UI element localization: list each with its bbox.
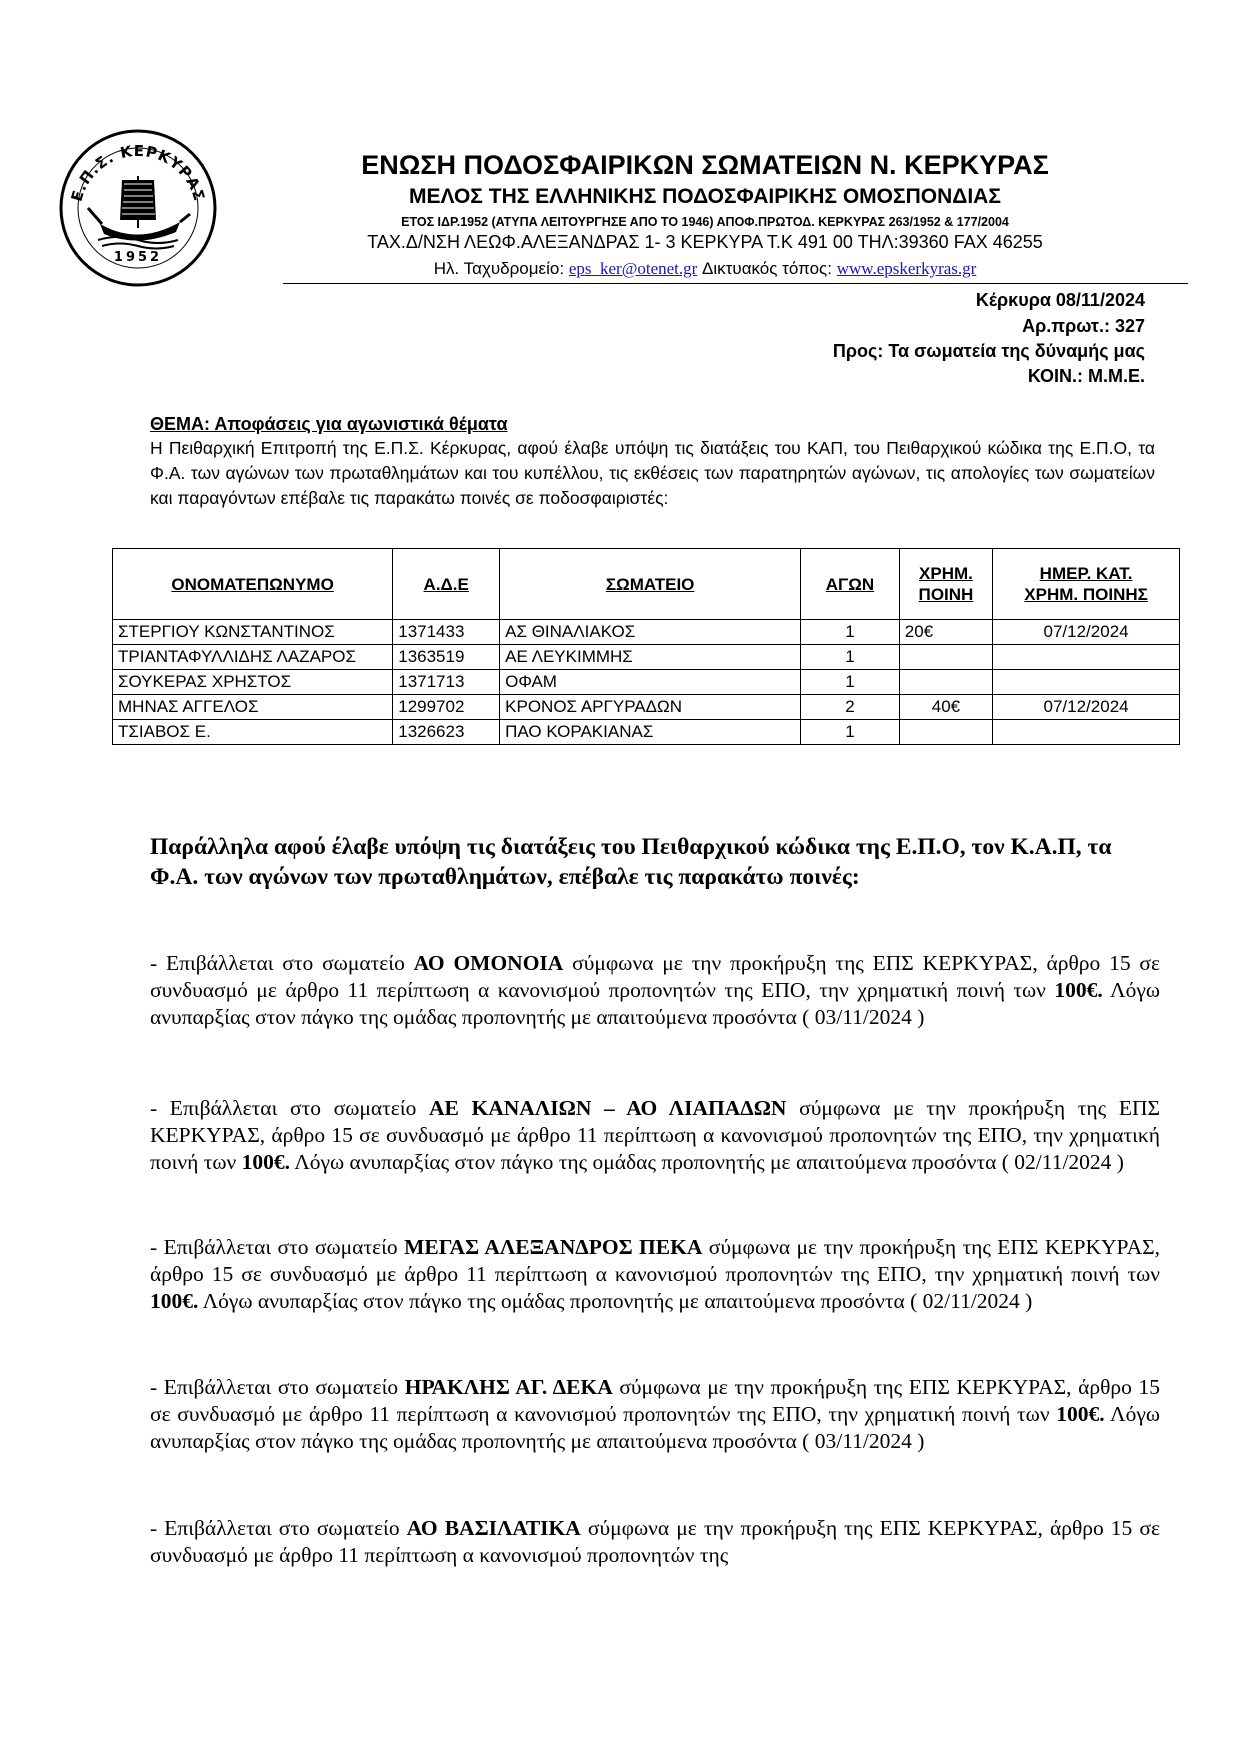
fine-amount: 100€. [1054, 978, 1103, 1002]
col-header-fine: ΧΡΗΜ. ΠΟΙΝΗ [899, 549, 992, 620]
header-divider [283, 283, 1188, 284]
col-header-name: ΟΝΟΜΑΤΕΠΩΝΥΜΟ [113, 549, 393, 620]
fine-amount: 100€. [1056, 1402, 1105, 1426]
table-row [113, 720, 1180, 745]
cell-club: ΠΑΟ ΚΟΡΑΚΙΑΝΑΣ [500, 720, 801, 745]
cell-due [993, 645, 1180, 670]
org-address-line: ΤΑΧ.Δ/ΝΣΗ ΛΕΩΦ.ΑΛΕΞΑΝΔΡΑΣ 1- 3 ΚΕΡΚΥΡΑ Τ.Κ 491 00 ΤΗΛ:39360 FAX 46255 [367, 232, 1043, 252]
cell-due: 07/12/2024 [993, 695, 1180, 720]
intro-paragraph: Η Πειθαρχική Επιτροπή της Ε.Π.Σ. Κέρκυρας, αφού έλαβε υπόψη τις διατάξεις του ΚΑΠ, του Πειθαρχικού κώδικα της Ε.Π.Ο, τα Φ.Α. των αγώνων των πρωταθλημάτων και του κυπέλλου, τις εκθέσεις των παρατηρητών αγώνων, τις απολογίες των σωματείων και παραγόντων επέβαλε τις παρακάτω ποινές σε ποδοσφαιριστές: [150, 438, 1155, 508]
cell-ade: 1371433 [393, 620, 500, 645]
cell-due [993, 670, 1180, 695]
website-link[interactable]: www.epskerkyras.gr [836, 259, 977, 278]
org-title: ΕΝΩΣΗ ΠΟΔΟΣΦΑΙΡΙΚΩΝ ΣΩΜΑΤΕΙΩΝ Ν. ΚΕΡΚΥΡΑΣ [361, 150, 1049, 180]
cell-fine [899, 645, 992, 670]
decision-item: - Επιβάλλεται στο σωματείο ΑΕ ΚΑΝΑΛΙΩΝ – ΑΟ ΛΙΑΠΑΔΩΝ σύμφωνα με την προκήρυξη της ΕΠΣ ΚΕΡΚΥΡΑΣ, άρθρο 15 σε συνδυασμό με άρθρο 11 περίπτωση α κανονισμού προπονητών της ΕΠΟ, την χρηματική ποινή των 100€. Λόγω ανυπαρξίας στον πάγκο της ομάδας προπονητής με απαιτούμενα προσόντα ( 02/11/2024 ) [150, 1096, 1160, 1174]
org-member-line: ΜΕΛΟΣ ΤΗΣ ΕΛΛΗΝΙΚΗΣ ΠΟΔΟΣΦΑΙΡΙΚΗΣ ΟΜΟΣΠΟΝΔΙΑΣ [409, 185, 1001, 208]
club-name: ΑΟ ΟΜΟΝΟΙΑ [413, 951, 564, 975]
table-row [113, 645, 1180, 670]
table-row [113, 620, 1180, 645]
cell-fine [899, 670, 992, 695]
cell-due: 07/12/2024 [993, 620, 1180, 645]
club-name: ΑΕ ΚΑΝΑΛΙΩΝ – ΑΟ ΛΙΑΠΑΔΩΝ [429, 1096, 787, 1120]
ship-icon [88, 176, 190, 249]
eps-kerkyras-logo [58, 128, 218, 288]
club-name: ΑΟ ΒΑΣΙΛΑΤΙΚΑ [406, 1516, 581, 1540]
club-name: ΗΡΑΚΛΗΣ ΑΓ. ΔΕΚΑ [404, 1375, 613, 1399]
cell-name: ΣΤΕΡΓΙΟΥ ΚΩΝΣΤΑΝΤΙΝΟΣ [113, 620, 393, 645]
col-header-due-date: ΗΜΕΡ. ΚΑΤ. ΧΡΗΜ. ΠΟΙΝΗΣ [993, 549, 1180, 620]
col-header-games: ΑΓΩΝ [801, 549, 900, 620]
col-header-ade: Α.Δ.Ε [393, 549, 500, 620]
cell-name: ΣΟΥΚΕΡΑΣ ΧΡΗΣΤΟΣ [113, 670, 393, 695]
cell-club: ΚΡΟΝΟΣ ΑΡΓΥΡΑΔΩΝ [500, 695, 801, 720]
cell-games: 1 [801, 645, 900, 670]
cell-fine: 20€ [899, 620, 992, 645]
logo-year: 1952 [113, 250, 163, 265]
logo-text: Ε.Π.Σ. ΚΕΡΚΥΡΑΣ [67, 141, 209, 204]
cell-club: ΟΦΑΜ [500, 670, 801, 695]
cell-name: ΤΡΙΑΝΤΑΦΥΛΛΙΔΗΣ ΛΑΖΑΡΟΣ [113, 645, 393, 670]
cell-games: 1 [801, 620, 900, 645]
cell-ade: 1299702 [393, 695, 500, 720]
cell-fine: 40€ [899, 695, 992, 720]
letter-date: Κέρκυρα 08/11/2024 [975, 290, 1145, 310]
cell-ade: 1371713 [393, 670, 500, 695]
org-founding-line: ΕΤΟΣ ΙΔΡ.1952 (ΑΤΥΠΑ ΛΕΙΤΟΥΡΓΗΣΕ ΑΠΟ ΤΟ 1946) ΑΠΟΦ.ΠΡΩΤΟΔ. ΚΕΡΚΥΡΑΣ 263/1952 & 177/2004 [401, 215, 1009, 229]
cell-ade: 1363519 [393, 645, 500, 670]
cell-name: ΜΗΝΑΣ ΑΓΓΕΛΟΣ [113, 695, 393, 720]
club-name: ΜΕΓΑΣ ΑΛΕΞΑΝΔΡΟΣ ΠΕΚΑ [404, 1235, 703, 1259]
cell-games: 2 [801, 695, 900, 720]
email-label: Ηλ. Ταχυδρομείο: [433, 259, 565, 278]
website-label: Δικτυακός τόπος: [702, 259, 832, 278]
decision-item: - Επιβάλλεται στο σωματείο ΜΕΓΑΣ ΑΛΕΞΑΝΔΡΟΣ ΠΕΚΑ σύμφωνα με την προκήρυξη της ΕΠΣ ΚΕΡΚΥΡΑΣ, άρθρο 15 σε συνδυασμό με άρθρο 11 περίπτωση α κανονισμού προπονητών της ΕΠΟ, την χρηματική ποινή των 100€. Λόγω ανυπαρξίας στον πάγκο της ομάδας προπονητής με απαιτούμενα προσόντα ( 02/11/2024 ) [150, 1235, 1160, 1313]
recipient: Προς: Τα σωματεία της δύναμής μας [832, 341, 1145, 361]
fine-amount: 100€. [150, 1289, 199, 1313]
second-paragraph: Παράλληλα αφού έλαβε υπόψη τις διατάξεις του Πειθαρχικού κώδικα της Ε.Π.Ο, τον Κ.Α.Π, τα Φ.Α. των αγώνων των πρωταθλημάτων, επέβαλε τις παρακάτω ποινές: [150, 834, 1112, 890]
cell-games: 1 [801, 720, 900, 745]
decision-item: - Επιβάλλεται στο σωματείο ΑΟ ΟΜΟΝΟΙΑ σύμφωνα με την προκήρυξη της ΕΠΣ ΚΕΡΚΥΡΑΣ, άρθρο 15 σε συνδυασμό με άρθρο 11 περίπτωση α κανονισμού προπονητών της ΕΠΟ, την χρηματική ποινή των 100€. Λόγω ανυπαρξίας στον πάγκο της ομάδας προπονητής με απαιτούμενα προσόντα ( 03/11/2024 ) [150, 951, 1160, 1029]
cc: ΚΟΙΝ.: Μ.Μ.Ε. [1027, 366, 1145, 386]
org-contact-line [290, 259, 1120, 279]
cell-name: ΤΣΙΑΒΟΣ Ε. [113, 720, 393, 745]
cell-games: 1 [801, 670, 900, 695]
subject: ΘΕΜΑ: Αποφάσεις για αγωνιστικά θέματα [150, 414, 508, 434]
decision-item: - Επιβάλλεται στο σωματείο ΗΡΑΚΛΗΣ ΑΓ. ΔΕΚΑ σύμφωνα με την προκήρυξη της ΕΠΣ ΚΕΡΚΥΡΑΣ, άρθρο 15 σε συνδυασμό με άρθρο 11 περίπτωση α κανονισμού προπονητών της ΕΠΟ, την χρηματική ποινή των 100€. Λόγω ανυπαρξίας στον πάγκο της ομάδας προπονητής με απαιτούμενα προσόντα ( 03/11/2024 ) [150, 1375, 1160, 1453]
cell-club: ΑΕ ΛΕΥΚΙΜΜΗΣ [500, 645, 801, 670]
fine-amount: 100€. [241, 1150, 290, 1174]
email-link[interactable]: eps_ker@otenet.gr [568, 259, 698, 278]
protocol-number: Αρ.πρωτ.: 327 [1022, 316, 1145, 336]
table-row [113, 695, 1180, 720]
cell-due [993, 720, 1180, 745]
penalties-table [112, 548, 1180, 745]
cell-ade: 1326623 [393, 720, 500, 745]
table-header-row [113, 549, 1180, 620]
cell-fine [899, 720, 992, 745]
col-header-club: ΣΩΜΑΤΕΙΟ [500, 549, 801, 620]
decision-item: - Επιβάλλεται στο σωματείο ΑΟ ΒΑΣΙΛΑΤΙΚΑ σύμφωνα με την προκήρυξη της ΕΠΣ ΚΕΡΚΥΡΑΣ, άρθρο 15 σε συνδυασμό με άρθρο 11 περίπτωση α κανονισμού προπονητών της [150, 1516, 1160, 1567]
cell-club: ΑΣ ΘΙΝΑΛΙΑΚΟΣ [500, 620, 801, 645]
table-row [113, 670, 1180, 695]
